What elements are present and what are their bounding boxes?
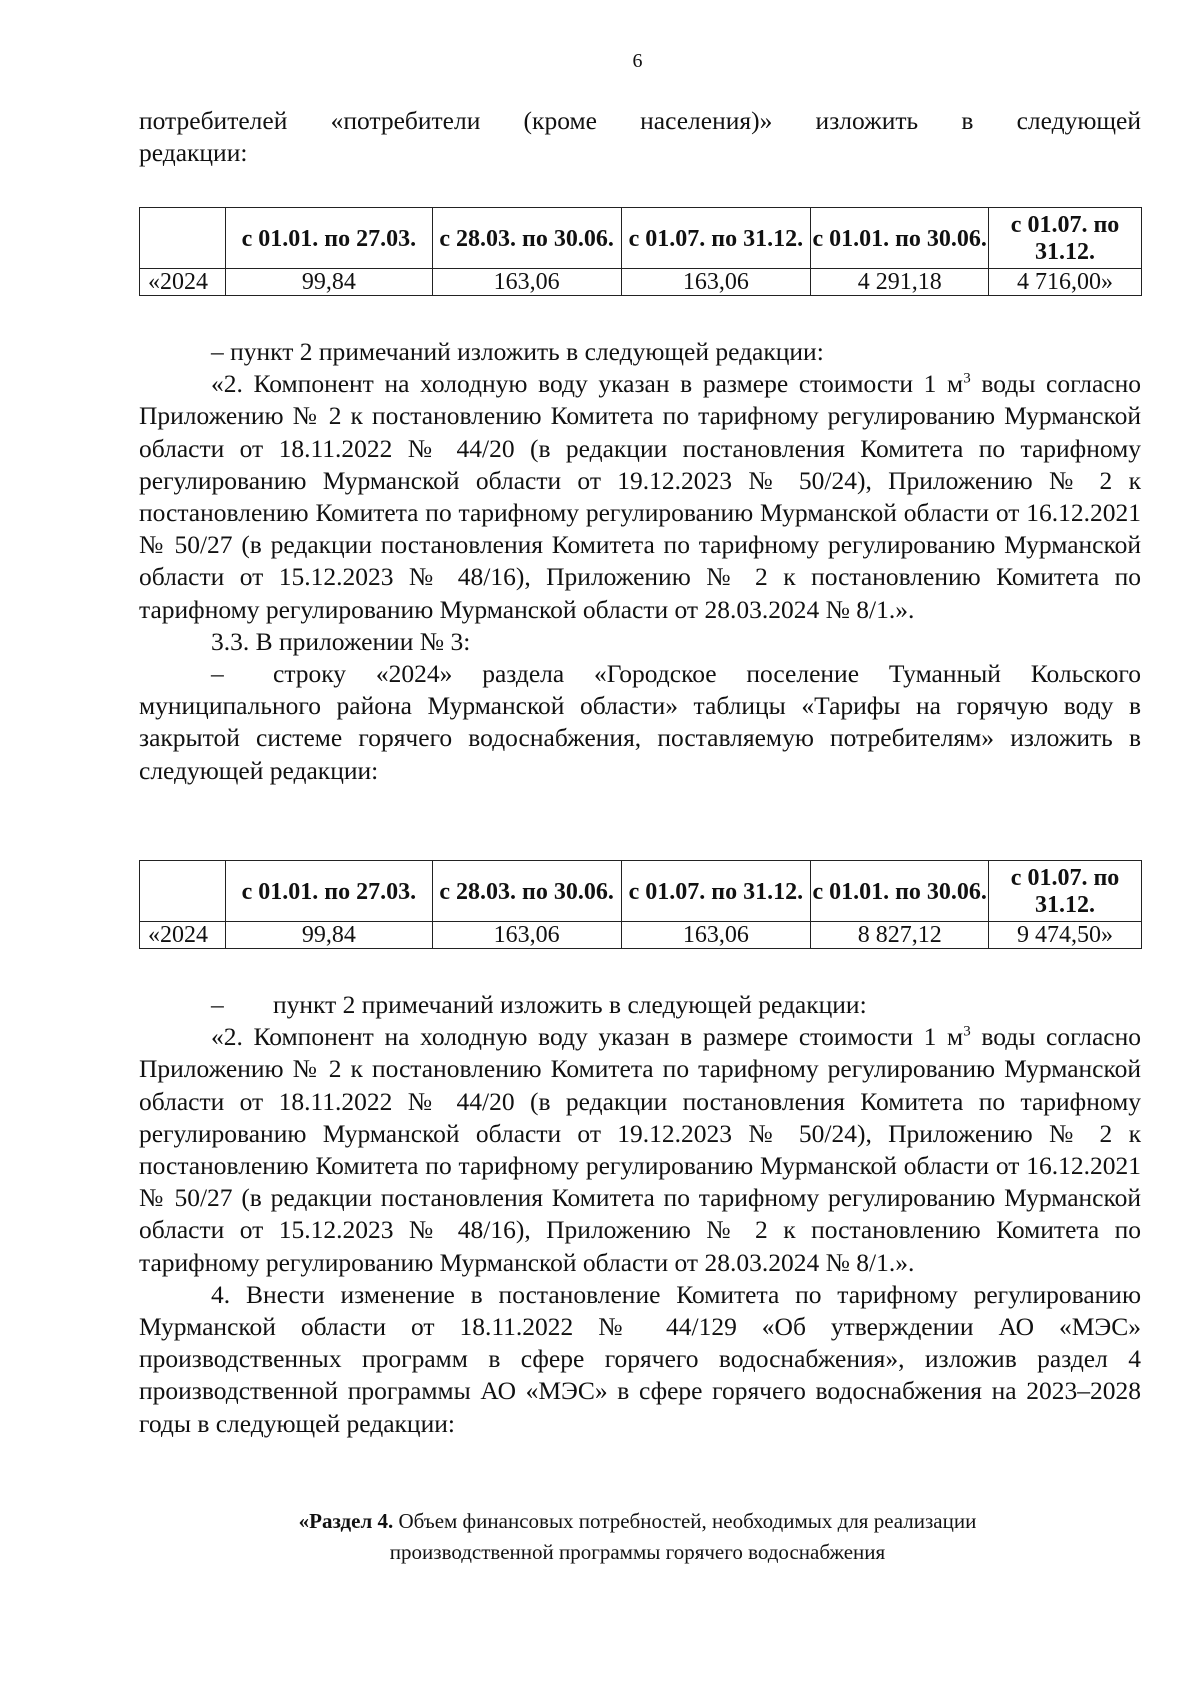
table-row — [140, 922, 1142, 949]
section-label: «Раздел 4. — [298, 1509, 394, 1533]
note-superscript: 3 — [963, 370, 971, 387]
section-title-line-2: производственной программы горячего водоснабжения — [389, 1540, 886, 1564]
section-4-title — [0, 1506, 1200, 1568]
item-4-paragraph: 4. Внести изменение в постановление Комитета по тарифному регулированию Мурманской области от 18.11.2022 № 44/129 «Об утверждении АО «МЭС» производственных программ в сфере горячего водоснабжения», изложив раздел 4 производственной программы АО «МЭС» в сфере горячего водоснабжения на 2023–2028 годы в следующей редакции: — [139, 1279, 1141, 1438]
intro-paragraph — [139, 105, 1141, 169]
note-text-rest: воды согласно Приложению № 2 к постановлению Комитета по тарифному регулированию Мурманской области от 18.11.2022 № 44/20 (в редакции постановления Комитета по тарифному регулированию Мурманской области от 19.12.2023 № 50/24), Приложению № 2 к постановлению Комитета по тарифному регулированию Мурманской области от 16.12.2021 № 50/27 (в редакции постановления Комитета по тарифному регулированию Мурманской области от 15.12.2023 № 48/16), Приложению № 2 к постановлению Комитета по тарифному регулированию Мурманской области от 28.03.2024 № 8/1.». — [139, 1022, 1141, 1277]
table-header-cell: с 28.03. по 30.06. — [432, 861, 621, 922]
tariff-table-2 — [139, 860, 1142, 949]
table-cell: 163,06 — [432, 922, 621, 949]
table-cell: 4 716,00» — [989, 269, 1142, 296]
section-title-line-1 — [0, 1506, 1200, 1537]
dash-mark: – — [211, 659, 224, 689]
page-number: 6 — [632, 50, 643, 72]
table-header-cell: с 01.01. по 27.03. — [225, 861, 432, 922]
table-cell: 163,06 — [621, 269, 811, 296]
table-header-cell: с 01.01. по 30.06. — [811, 861, 989, 922]
table-header-cell: с 28.03. по 30.06. — [432, 208, 621, 269]
table-cell: 4 291,18 — [811, 269, 989, 296]
table-cell: 99,84 — [225, 269, 432, 296]
item-3-3: 3.3. В приложении № 3: — [211, 626, 471, 656]
note-text-rest: воды согласно Приложению № 2 к постановлению Комитета по тарифному регулированию Мурманской области от 18.11.2022 № 44/20 (в редакции постановления Комитета по тарифному регулированию Мурманской области от 19.12.2023 № 50/24), Приложению № 2 к постановлению Комитета по тарифному регулированию Мурманской области от 16.12.2021 № 50/27 (в редакции постановления Комитета по тарифному регулированию Мурманской области от 15.12.2023 № 48/16), Приложению № 2 к постановлению Комитета по тарифному регулированию Мурманской области от 28.03.2024 № 8/1.». — [139, 369, 1141, 624]
table-header-cell: с 01.07. по 31.12. — [621, 208, 811, 269]
table-header-row — [140, 861, 1142, 922]
table-cell: 163,06 — [621, 922, 811, 949]
tariff-table-1 — [139, 207, 1142, 296]
note-instruction: пункт 2 примечаний изложить в следующей редакции: — [273, 990, 867, 1019]
table-header-cell: с 01.01. по 30.06. — [811, 208, 989, 269]
table-header-cell: с 01.07. по 31.12. — [621, 861, 811, 922]
table-header-row — [140, 208, 1142, 269]
note-instruction-paragraph — [139, 989, 1141, 1021]
section-title-text: Объем финансовых потребностей, необходимых для реализации — [393, 1509, 977, 1533]
table-header-cell: с 01.07. по 31.12. — [989, 208, 1142, 269]
note-superscript: 3 — [963, 1023, 971, 1040]
row-instruction-text: строку «2024» раздела «Городское поселение Туманный Кольского муниципального района Мурманской области» таблицы «Тарифы на горячую воду в закрытой системе горячего водоснабжения, поставляемую потребителям» изложить в следующей редакции: — [139, 659, 1141, 785]
table-cell: 8 827,12 — [811, 922, 989, 949]
note-instruction: – пункт 2 примечаний изложить в следующей редакции: — [211, 337, 824, 366]
table-header-cell — [140, 208, 226, 269]
table-header-cell: с 01.01. по 27.03. — [225, 208, 432, 269]
table-cell-year: «2024 — [140, 269, 226, 296]
note-paragraph — [139, 368, 1141, 626]
table-cell: 99,84 — [225, 922, 432, 949]
dash-mark: – — [211, 990, 224, 1019]
note-paragraph — [139, 1021, 1141, 1279]
note-text: «2. Компонент на холодную воду указан в размере стоимости 1 м — [211, 1022, 964, 1052]
intro-line-1: потребителей «потребители (кроме населения)» изложить в следующей — [139, 106, 1141, 135]
amendments-block-1 — [139, 336, 1141, 787]
table-header-cell: с 01.07. по 31.12. — [989, 861, 1142, 922]
table-cell-year: «2024 — [140, 922, 226, 949]
table-cell: 163,06 — [432, 269, 621, 296]
table-row — [140, 269, 1142, 296]
amendments-block-2 — [139, 989, 1141, 1440]
intro-line-2: редакции: — [139, 138, 248, 168]
note-text: «2. Компонент на холодную воду указан в размере стоимости 1 м — [211, 369, 964, 399]
table-cell: 9 474,50» — [989, 922, 1142, 949]
table-header-cell — [140, 861, 226, 922]
row-instruction-paragraph — [139, 658, 1141, 787]
